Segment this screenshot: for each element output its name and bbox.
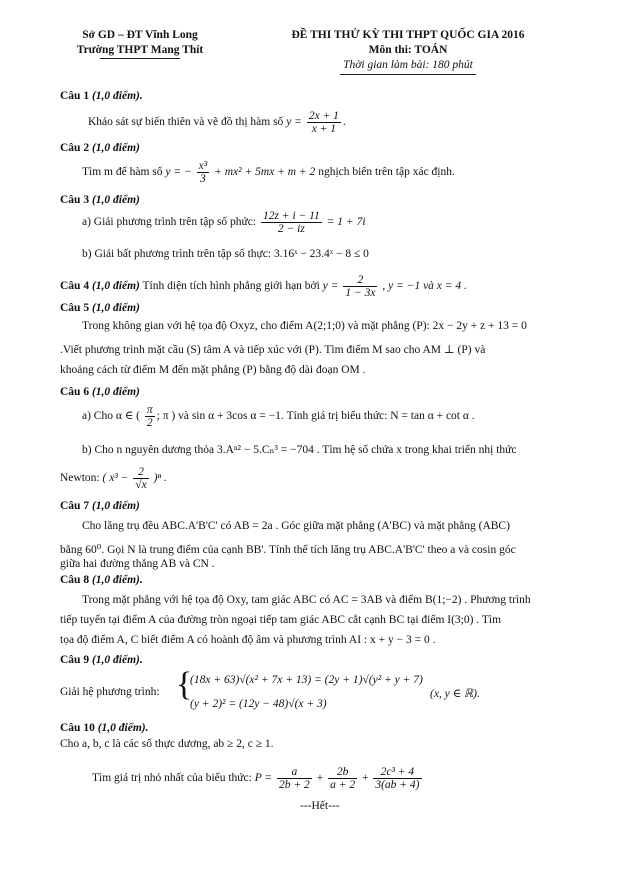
question-4-heading: Câu 4 (1,0 điểm): [60, 280, 140, 293]
question-9-domain: (x, y ∈ ℝ).: [430, 688, 480, 700]
q3a-fraction: $\frac{12z + i - 11}{2 - iz}$: [262, 210, 320, 235]
question-9-equation-1: (18x + 63)√(x² + 7x + 13) = (2y + 1)√(y² + y + 7): [190, 674, 423, 686]
header-right-underline: [340, 74, 476, 75]
q1-fraction: $\frac{2x + 1}{x + 1}$: [308, 110, 339, 135]
q10-fraction-2: $\frac{2b}{a + 2}$: [330, 766, 356, 791]
question-8-heading: Câu 8 (1,0 điểm).: [60, 574, 143, 586]
header-left: [60, 28, 220, 58]
exam-title: ĐỀ THI THỬ KỲ THI THPT QUỐC GIA 2016: [291, 29, 525, 41]
department-name: Sở GD – ĐT Vĩnh Long: [82, 29, 198, 41]
question-5-line-1: Trong không gian với hệ tọa độ Oxyz, cho điểm A(2;1;0) và mặt phẳng (P): 2x − 2y + z + 13 = 0: [82, 320, 527, 332]
system-brace: {: [176, 666, 193, 703]
q6b-fraction: $\frac{2}{√x}$: [135, 466, 147, 491]
question-8-line-3: tọa độ điểm A, C biết điểm A có hoành độ âm và phương trình AI : x + y − 3 = 0 .: [60, 634, 436, 646]
question-5-heading: Câu 5 (1,0 điểm): [60, 302, 140, 314]
question-3-heading: Câu 3 (1,0 điểm): [60, 194, 140, 206]
q10-fraction-3: $\frac{\text{2c³ + 4}}{3(ab + 4)}$: [375, 766, 420, 791]
school-name: Trường THPT Mang Thít: [76, 44, 204, 56]
question-6-heading: Câu 6 (1,0 điểm): [60, 386, 140, 398]
header-right: [278, 28, 538, 73]
question-2-text: Tìm m để hàm số y = − $\frac{\text{x³}}{3}$ + mx² + 5mx + m + 2 nghịch biến trên tập xác định.: [82, 160, 455, 185]
question-9-heading: Câu 9 (1,0 điểm).: [60, 654, 143, 666]
question-8-line-1: Trong mặt phẳng với hệ tọa độ Oxy, tam giác ABC có AC = 3AB và điểm B(1;−2) . Phương trình: [82, 594, 531, 606]
question-7-line-3: giữa hai đường thẳng AB và CN .: [60, 558, 215, 570]
end-marker: ---Hết---: [300, 800, 340, 812]
question-7-heading: Câu 7 (1,0 điểm): [60, 500, 140, 512]
question-7-line-1: Cho lăng trụ đều ABC.A'B'C' có AB = 2a . Góc giữa mặt phẳng (A'BC) và mặt phẳng (ABC): [82, 520, 510, 532]
question-3b-text: b) Giải bất phương trình trên tập số thực: 3.16ˣ − 23.4ˣ − 8 ≤ 0: [82, 248, 369, 260]
question-10-line-1: Cho a, b, c là các số thực dương, ab ≥ 2, c ≥ 1.: [60, 738, 274, 750]
q10-fraction-1: $\frac{a}{2b + 2}$: [279, 766, 310, 791]
question-3a-text: a) Giải phương trình trên tập số phức: $\frac{12z + i - 11}{2 - iz}$ = 1 + 7i: [82, 210, 366, 235]
question-8-line-2: tiếp tuyến tại điểm A của đường tròn ngoại tiếp tam giác ABC cắt cạnh BC tại điểm I(3;0) . Tìm: [60, 614, 502, 626]
question-1-text: Khảo sát sự biến thiên và vẽ đồ thị hàm số y = $\frac{2x + 1}{x + 1}$ .: [88, 110, 346, 135]
exam-subject: Môn thi: TOÁN: [368, 44, 448, 56]
question-5-line-2: .Viết phương trình mặt cầu (S) tâm A và tiếp xúc với (P). Tìm điểm M sao cho AM ⊥ (P) và: [60, 344, 486, 356]
header-left-underline: [100, 58, 180, 59]
question-6b-line-2: Newton: ( x³ − $\frac{2}{√x}$ )ⁿ .: [60, 466, 167, 491]
exam-time: Thời gian làm bài: 180 phút: [343, 59, 473, 71]
q4-fraction: $\frac{2}{1 - 3x}$: [345, 274, 376, 299]
q6a-fraction: $\frac{\pi}{2}$: [146, 404, 153, 429]
question-10-line-2: Tìm giá trị nhỏ nhất của biểu thức: P = $\frac{a}{2b + 2}$ + $\frac{2b}{a + 2}$ + $\frac{\text{2c³ + 4}}{3(ab + 4)}$: [92, 766, 420, 791]
question-7-line-2: bằng 60⁰. Gọi N là trung điểm của cạnh BB'. Tính thể tích lăng trụ ABC.A'B'C' theo a và cosin góc: [60, 544, 516, 556]
question-5-line-3: khoảng cách từ điểm M đến mặt phẳng (P) bằng độ dài đoạn OM .: [60, 364, 366, 376]
question-10-heading: Câu 10 (1,0 điểm).: [60, 722, 149, 734]
question-6a-text: a) Cho α ∈ ( $\frac{\pi}{2}$ ; π ) và sin α + 3cos α = −1. Tính giá trị biểu thức: N = tan α + cot α .: [82, 404, 475, 429]
question-6b-line-1: b) Cho n nguyên dương thỏa 3.Aⁿ² − 5.Cₙ³ = −704 . Tìm hệ số chứa x trong khai triển nhị thức: [82, 444, 517, 456]
question-9-equation-2: (y + 2)² = (12y − 48)√(x + 3): [190, 698, 327, 710]
question-1-heading: Câu 1 (1,0 điểm).: [60, 90, 143, 102]
question-4-line: Câu 4 (1,0 điểm) Tính diện tích hình phẳng giới hạn bởi y = $\frac{2}{1 - 3x}$ , y = −1 và x = 4 .: [60, 274, 467, 299]
q2-fraction: $\frac{\text{x³}}{3}$: [198, 160, 208, 185]
question-2-heading: Câu 2 (1,0 điểm): [60, 142, 140, 154]
question-9-prefix: Giải hệ phương trình:: [60, 686, 160, 698]
